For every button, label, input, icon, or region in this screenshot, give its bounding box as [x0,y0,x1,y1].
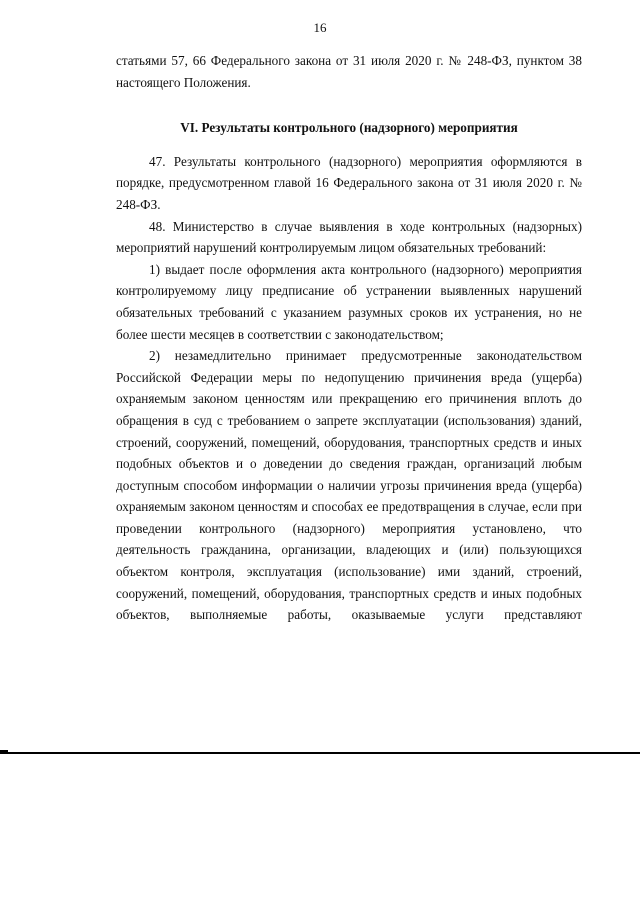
list-item-1: 1) выдает после оформления акта контрольного (надзорного) мероприятия контролируемому лицу предписание об устранении выявленных нарушений обязательных требований с указанием разумных сроков их устранения, но не более шести месяцев в соответствии с законодательством; [116,261,582,342]
footer-divider [0,752,640,754]
paragraph-47: 47. Результаты контрольного (надзорного) мероприятия оформляются в порядке, предусмотренном главой 16 Федерального закона от 31 июля 2020 г. № 248-ФЗ. [116,153,582,212]
paragraph-48: 48. Министерство в случае выявления в ходе контрольных (надзорных) мероприятий нарушений контролируемым лицом обязательных требований: [116,218,582,256]
intro-paragraph: статьями 57, 66 Федерального закона от 31 июля 2020 г. № 248-ФЗ, пунктом 38 настоящего Положения. [116,53,582,90]
footer-divider-mark [0,750,8,754]
page-number: 16 [313,20,327,35]
document-body [116,50,582,626]
section-heading: VI. Результаты контрольного (надзорного) мероприятия [180,120,518,136]
list-item-2: 2) незамедлительно принимает предусмотренные законодательством Российской Федерации меры по недопущению причинения вреда (ущерба) охраняемым законом ценностям или прекращению его причинения вплоть до обращения в суд с требованием о запрете эксплуатации (использования) зданий, строений, сооружений, помещений, оборудования, транспортных средств и иных подобных объектов и о доведении до сведения граждан, организаций любым доступным способом информации о наличии угрозы причинения вреда (ущерба) охраняемым законом ценностям и способах ее предотвращения в случае, если при проведении контрольного (надзорного) мероприятия установлено, что деятельность гражданина, организации, владеющих и (или) пользующихся объектом контроля, эксплуатация (использование) ими зданий, строений, сооружений, помещений, оборудования, транспортных средств и иных подобных объектов, выполняемые работы, оказываемые услуги представляют [116,348,582,623]
